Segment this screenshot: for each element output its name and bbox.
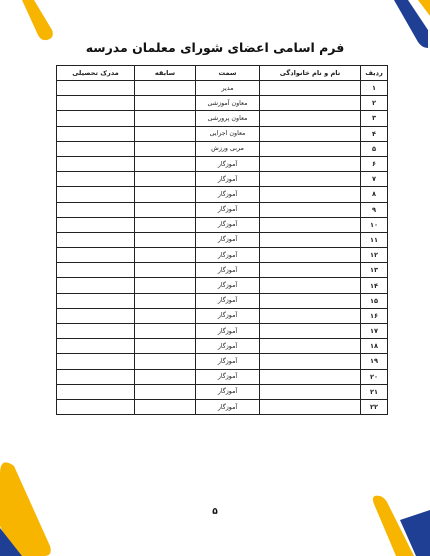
name-cell[interactable]	[260, 293, 361, 308]
row-number: ۱۲	[361, 248, 388, 263]
row-number: ۱۳	[361, 263, 388, 278]
name-cell[interactable]	[260, 126, 361, 141]
name-cell[interactable]	[260, 339, 361, 354]
table-row	[57, 369, 388, 384]
name-cell[interactable]	[260, 202, 361, 217]
row-number: ۷	[361, 172, 388, 187]
row-number: ۱۶	[361, 308, 388, 323]
degree-cell[interactable]	[57, 126, 135, 141]
row-number: ۱	[361, 81, 388, 96]
table-row	[57, 263, 388, 278]
position-cell: آموزگار	[196, 384, 260, 399]
degree-cell[interactable]	[57, 202, 135, 217]
header-full-name: نام و نام خانوادگی	[260, 66, 361, 81]
position-cell: آموزگار	[196, 308, 260, 323]
experience-cell[interactable]	[135, 217, 196, 232]
row-number: ۲۱	[361, 384, 388, 399]
position-cell: مربی ورزش	[196, 141, 260, 156]
table-row	[57, 111, 388, 126]
experience-cell[interactable]	[135, 339, 196, 354]
name-cell[interactable]	[260, 111, 361, 126]
degree-cell[interactable]	[57, 217, 135, 232]
name-cell[interactable]	[260, 263, 361, 278]
position-cell: آموزگار	[196, 202, 260, 217]
row-number: ۱۹	[361, 354, 388, 369]
row-number: ۱۰	[361, 217, 388, 232]
row-number: ۲۲	[361, 399, 388, 414]
degree-cell[interactable]	[57, 354, 135, 369]
position-cell: آموزگار	[196, 156, 260, 171]
name-cell[interactable]	[260, 384, 361, 399]
experience-cell[interactable]	[135, 308, 196, 323]
experience-cell[interactable]	[135, 354, 196, 369]
page-number: ۵	[212, 507, 218, 517]
table-row	[57, 141, 388, 156]
table-row	[57, 156, 388, 171]
table-row	[57, 399, 388, 414]
row-number: ۱۴	[361, 278, 388, 293]
position-cell: معاون اجرایی	[196, 126, 260, 141]
name-cell[interactable]	[260, 248, 361, 263]
table-row	[57, 172, 388, 187]
table-row	[57, 324, 388, 339]
row-number: ۲۰	[361, 369, 388, 384]
position-cell: آموزگار	[196, 399, 260, 414]
degree-cell[interactable]	[57, 172, 135, 187]
row-number: ۱۷	[361, 324, 388, 339]
row-number: ۲	[361, 96, 388, 111]
position-cell: آموزگار	[196, 232, 260, 247]
row-number: ۴	[361, 126, 388, 141]
table-row	[57, 248, 388, 263]
table-row	[57, 126, 388, 141]
experience-cell[interactable]	[135, 369, 196, 384]
experience-cell[interactable]	[135, 263, 196, 278]
degree-cell[interactable]	[57, 399, 135, 414]
name-cell[interactable]	[260, 278, 361, 293]
name-cell[interactable]	[260, 308, 361, 323]
name-cell[interactable]	[260, 354, 361, 369]
experience-cell[interactable]	[135, 248, 196, 263]
table-row	[57, 278, 388, 293]
experience-cell[interactable]	[135, 81, 196, 96]
position-cell: آموزگار	[196, 324, 260, 339]
degree-cell[interactable]	[57, 293, 135, 308]
name-cell[interactable]	[260, 172, 361, 187]
degree-cell[interactable]	[57, 278, 135, 293]
experience-cell[interactable]	[135, 187, 196, 202]
experience-cell[interactable]	[135, 111, 196, 126]
row-number: ۳	[361, 111, 388, 126]
table-row	[57, 96, 388, 111]
name-cell[interactable]	[260, 324, 361, 339]
row-number: ۱۸	[361, 339, 388, 354]
table-row	[57, 293, 388, 308]
form-title: فرم اسامی اعضای شورای معلمان مدرسه	[85, 40, 345, 55]
row-number: ۸	[361, 187, 388, 202]
table-row	[57, 202, 388, 217]
position-cell: معاون پرورشی	[196, 111, 260, 126]
experience-cell[interactable]	[135, 202, 196, 217]
row-number: ۱۵	[361, 293, 388, 308]
position-cell: آموزگار	[196, 248, 260, 263]
table-body	[57, 81, 388, 415]
degree-cell[interactable]	[57, 111, 135, 126]
table-row	[57, 81, 388, 96]
position-cell: آموزگار	[196, 278, 260, 293]
degree-cell[interactable]	[57, 187, 135, 202]
degree-cell[interactable]	[57, 339, 135, 354]
position-cell: آموزگار	[196, 217, 260, 232]
table-row	[57, 354, 388, 369]
decor-bottom-left	[0, 456, 70, 556]
position-cell: آموزگار	[196, 263, 260, 278]
degree-cell[interactable]	[57, 384, 135, 399]
degree-cell[interactable]	[57, 156, 135, 171]
degree-cell[interactable]	[57, 263, 135, 278]
degree-cell[interactable]	[57, 232, 135, 247]
table-row	[57, 308, 388, 323]
experience-cell[interactable]	[135, 232, 196, 247]
experience-cell[interactable]	[135, 172, 196, 187]
experience-cell[interactable]	[135, 324, 196, 339]
experience-cell[interactable]	[135, 141, 196, 156]
degree-cell[interactable]	[57, 248, 135, 263]
experience-cell[interactable]	[135, 96, 196, 111]
row-number: ۹	[361, 202, 388, 217]
position-cell: آموزگار	[196, 339, 260, 354]
name-cell[interactable]	[260, 141, 361, 156]
experience-cell[interactable]	[135, 126, 196, 141]
header-position: سمت	[196, 66, 260, 81]
position-cell: آموزگار	[196, 172, 260, 187]
name-cell[interactable]	[260, 81, 361, 96]
table-row	[57, 384, 388, 399]
experience-cell[interactable]	[135, 278, 196, 293]
degree-cell[interactable]	[57, 81, 135, 96]
name-cell[interactable]	[260, 232, 361, 247]
header-row-number: ردیف	[361, 66, 388, 81]
table-header-row	[57, 66, 388, 81]
position-cell: آموزگار	[196, 293, 260, 308]
position-cell: آموزگار	[196, 187, 260, 202]
position-cell: مدیر	[196, 81, 260, 96]
row-number: ۶	[361, 156, 388, 171]
table-row	[57, 232, 388, 247]
experience-cell[interactable]	[135, 293, 196, 308]
row-number: ۵	[361, 141, 388, 156]
decor-bottom-right	[370, 490, 430, 556]
experience-cell[interactable]	[135, 399, 196, 414]
table-row	[57, 339, 388, 354]
header-degree: مدرک تحصیلی	[57, 66, 135, 81]
position-cell: آموزگار	[196, 369, 260, 384]
name-cell[interactable]	[260, 217, 361, 232]
council-members-table	[56, 65, 388, 415]
table-row	[57, 187, 388, 202]
name-cell[interactable]	[260, 156, 361, 171]
degree-cell[interactable]	[57, 141, 135, 156]
experience-cell[interactable]	[135, 156, 196, 171]
position-cell: آموزگار	[196, 354, 260, 369]
degree-cell[interactable]	[57, 308, 135, 323]
row-number: ۱۱	[361, 232, 388, 247]
name-cell[interactable]	[260, 187, 361, 202]
position-cell: معاون آموزشی	[196, 96, 260, 111]
degree-cell[interactable]	[57, 324, 135, 339]
header-experience: سابقه	[135, 66, 196, 81]
table-row	[57, 217, 388, 232]
degree-cell[interactable]	[57, 369, 135, 384]
experience-cell[interactable]	[135, 384, 196, 399]
name-cell[interactable]	[260, 369, 361, 384]
name-cell[interactable]	[260, 96, 361, 111]
degree-cell[interactable]	[57, 96, 135, 111]
name-cell[interactable]	[260, 399, 361, 414]
